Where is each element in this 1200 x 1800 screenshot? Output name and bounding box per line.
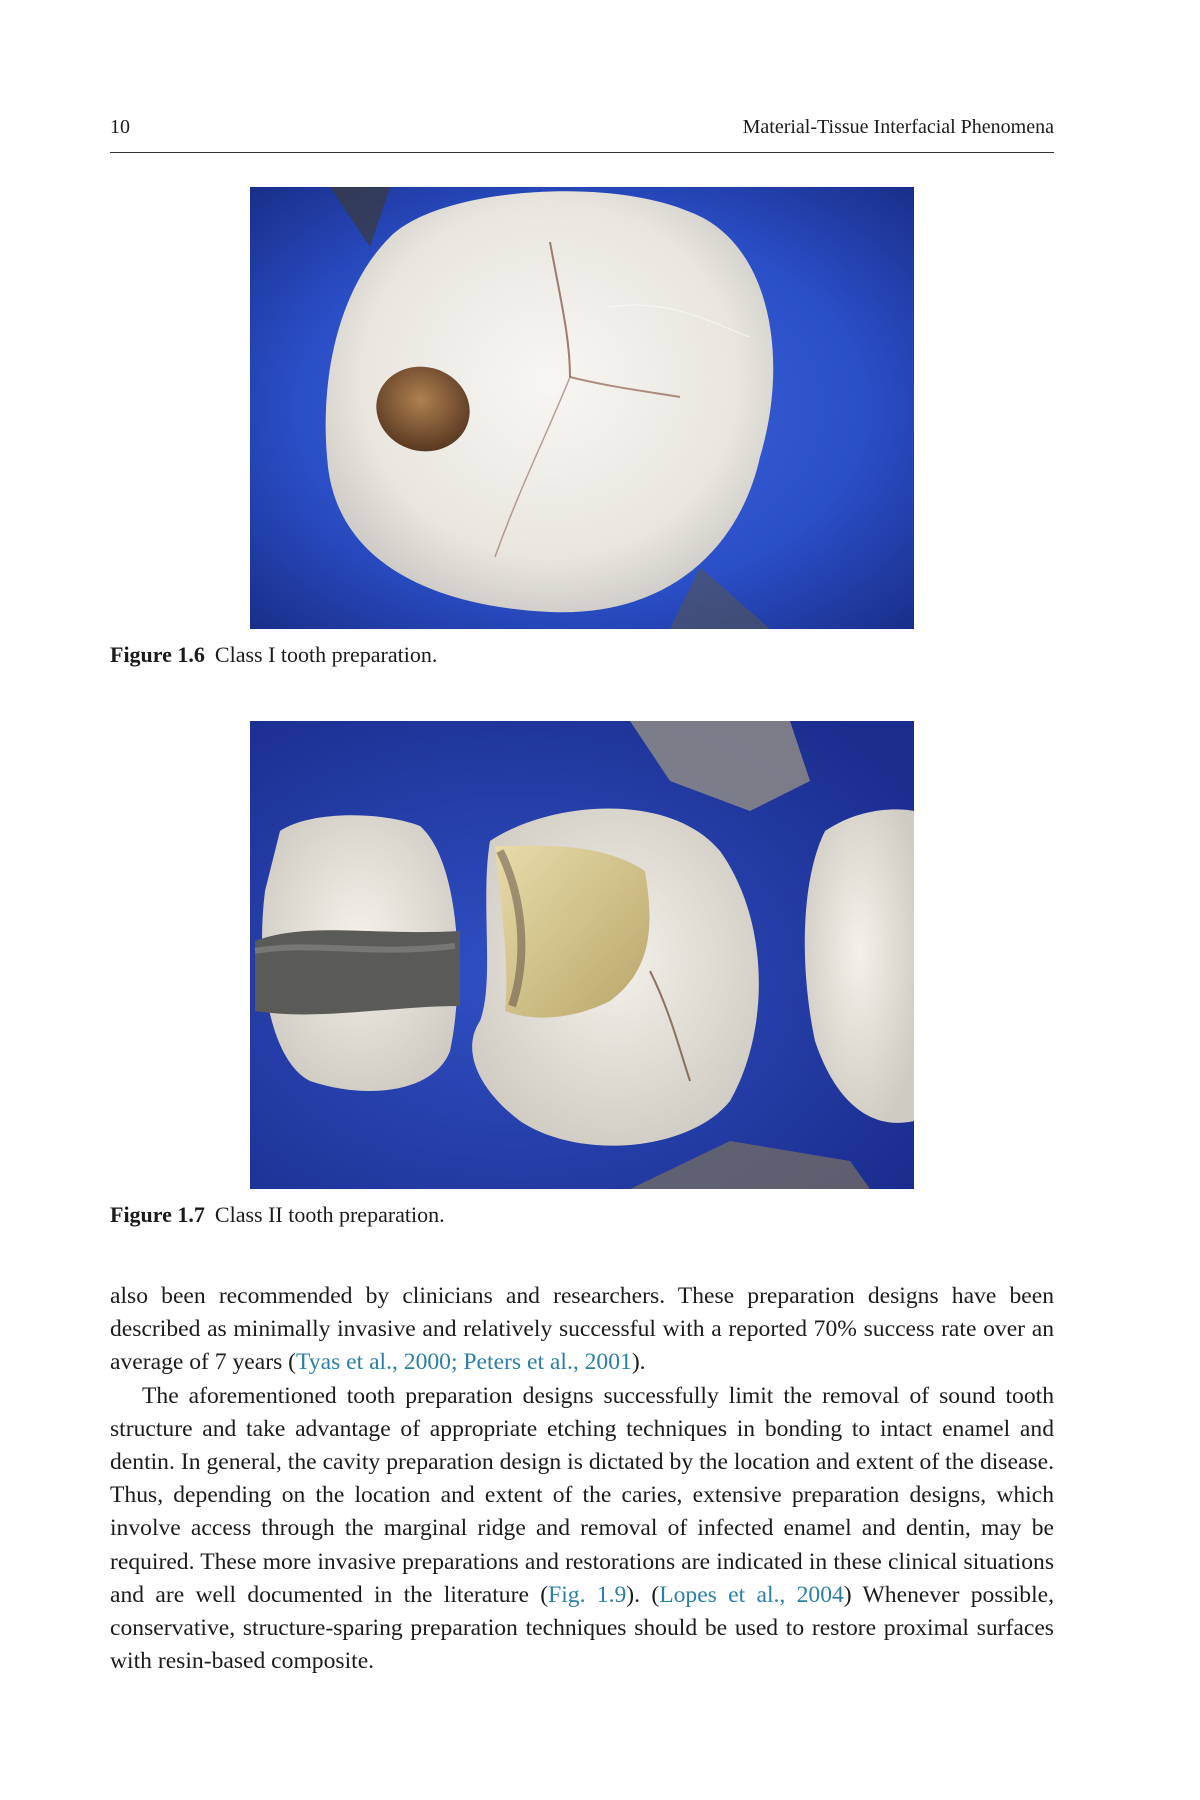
running-title: Material-Tissue Interfacial Phenomena	[742, 116, 1054, 138]
figure-caption-text: Class II tooth preparation.	[214, 1202, 445, 1227]
paragraph-2: The aforementioned tooth preparation designs successfully limit the removal of sound tooth structure and take advantage of appropriate etching techniques in bonding to intact enamel and dentin. In general, the cavity preparation design is dictated by the location and extent of the disease. Thus, depending on the location and extent of the caries, extensive preparation designs, which involve access through the marginal ridge and removal of infected enamel and dentin, may be required. These more invasive preparations and restorations are indicated in these clinical situations and are well documented in the literature (Fig. 1.9). (Lopes et al., 2004) Whenever possible, conservative, structure-sparing preparation techniques should be used to restore proximal surfaces with resin-based composite.	[110, 1382, 1054, 1675]
paragraph-1: also been recommended by clinicians and researchers. These preparation designs have been described as minimally invasive and relatively successful with a reported 70% success rate over an average of 7 years (Tyas et al., 2000; Peters et al., 2001).	[110, 1283, 1054, 1376]
page-number: 10	[110, 116, 130, 138]
figure-1-7-caption	[110, 1202, 445, 1228]
figure-label: Figure 1.6	[110, 642, 205, 667]
figure-class-i-photo	[250, 187, 914, 629]
class-ii-tooth-image	[250, 721, 914, 1189]
figure-caption-text: Class I tooth preparation.	[214, 642, 438, 667]
body-text	[110, 1280, 1054, 1678]
figure-1-6-caption	[110, 642, 437, 668]
citation-link[interactable]: Tyas et al., 2000; Peters et al., 2001	[296, 1349, 632, 1376]
figure-label: Figure 1.7	[110, 1202, 205, 1227]
figure-reference-link[interactable]: Fig. 1.9	[548, 1581, 627, 1608]
running-header	[110, 112, 1054, 153]
figure-class-ii-photo	[250, 721, 914, 1189]
amalgam-restoration	[255, 930, 460, 1014]
class-i-tooth-image	[250, 187, 914, 629]
citation-link[interactable]: Lopes et al., 2004	[659, 1581, 844, 1608]
